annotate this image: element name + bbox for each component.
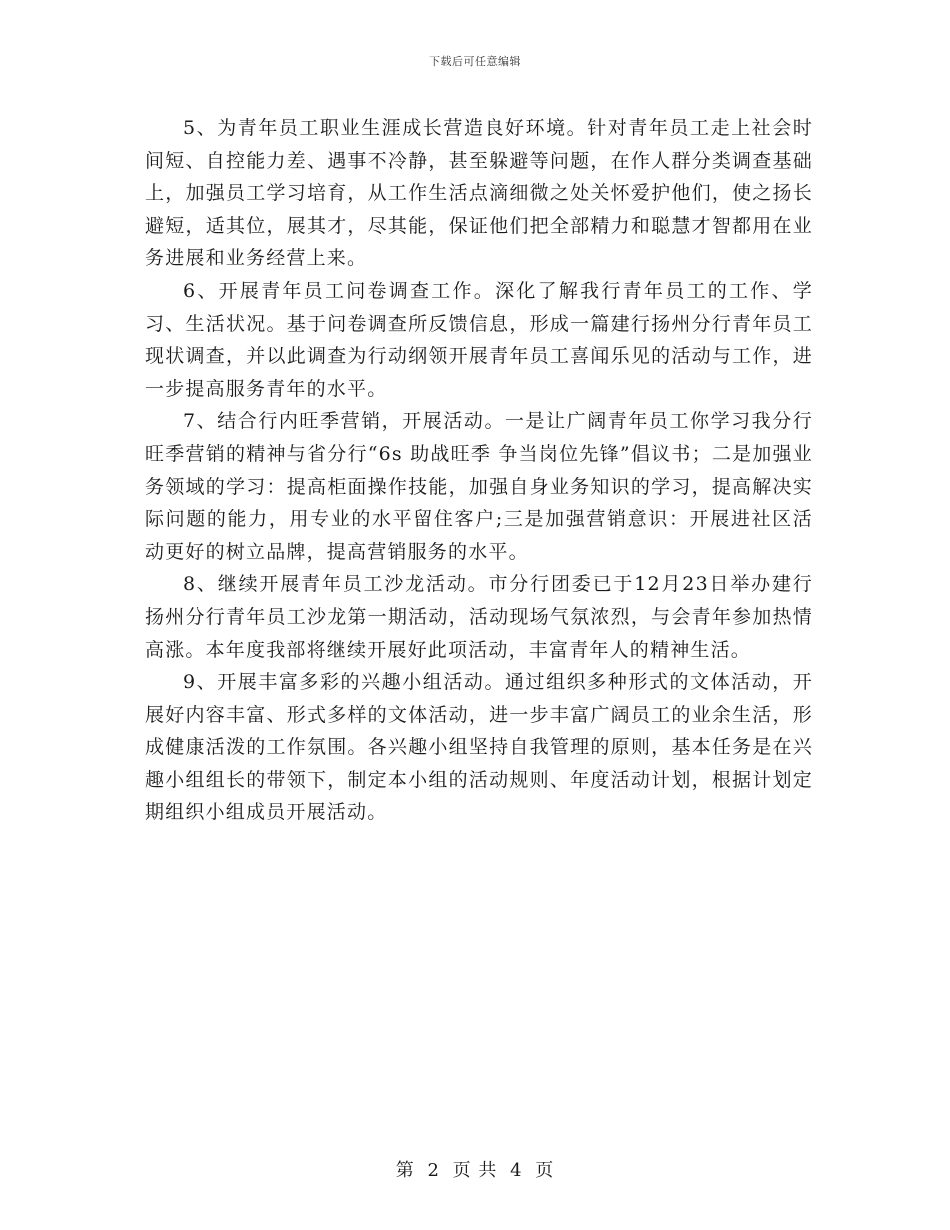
page-label-suffix: 页 [535, 1160, 555, 1181]
paragraph-item-6: 6、开展青年员工问卷调查工作。深化了解我行青年员工的工作、学习、生活状况。基于问卷调查所反馈信息，形成一篇建行扬州分行青年员工现状调查，并以此调查为行动纲领开展青年员工喜闻乐见的活动与工作，进一步提高服务青年的水平。 [145, 279, 813, 400]
paragraph-item-7: 7、结合行内旺季营销，开展活动。一是让广阔青年员工你学习我分行旺季营销的精神与省分行“6s 助战旺季 争当岗位先锋”倡议书；二是加强业务领域的学习：提高柜面操作技能，加强自身业务知识的学习，提高解决实际问题的能力，用专业的水平留住客户;三是加强营销意识：开展进社区活动更好的树立品牌，提高营销服务的水平。 [145, 410, 813, 563]
page-current-number: 2 [427, 1160, 440, 1181]
page-header: 下载后可任意编辑 [429, 55, 521, 68]
page-label-mid: 页 共 [452, 1160, 498, 1181]
paragraph-item-8: 8、继续开展青年员工沙龙活动。市分行团委已于12月23日举办建行扬州分行青年员工沙龙第一期活动，活动现场气氛浓烈，与会青年参加热情高涨。本年度我部将继续开展好此项活动，丰富青年人的精神生活。 [145, 573, 813, 661]
page-label-prefix: 第 [395, 1160, 415, 1181]
page-total-number: 4 [510, 1160, 523, 1181]
paragraph-item-5: 5、为青年员工职业生涯成长营造良好环境。针对青年员工走上社会时间短、自控能力差、遇事不冷静，甚至躲避等问题，在作人群分类调查基础上，加强员工学习培育，从工作生活点滴细微之处关怀爱护他们，使之扬长避短，适其位，展其才，尽其能，保证他们把全部精力和聪慧才智都用在业务进展和业务经营上来。 [145, 117, 813, 270]
document-body [145, 112, 813, 829]
paragraph-item-9: 9、开展丰富多彩的兴趣小组活动。通过组织多种形式的文体活动，开展好内容丰富、形式多样的文体活动，进一步丰富广阔员工的业余生活，形成健康活泼的工作氛围。各兴趣小组坚持自我管理的原则，基本任务是在兴趣小组组长的带领下，制定本小组的活动规则、年度活动计划，根据计划定期组织小组成员开展活动。 [145, 671, 813, 824]
page-footer [0, 1156, 950, 1182]
